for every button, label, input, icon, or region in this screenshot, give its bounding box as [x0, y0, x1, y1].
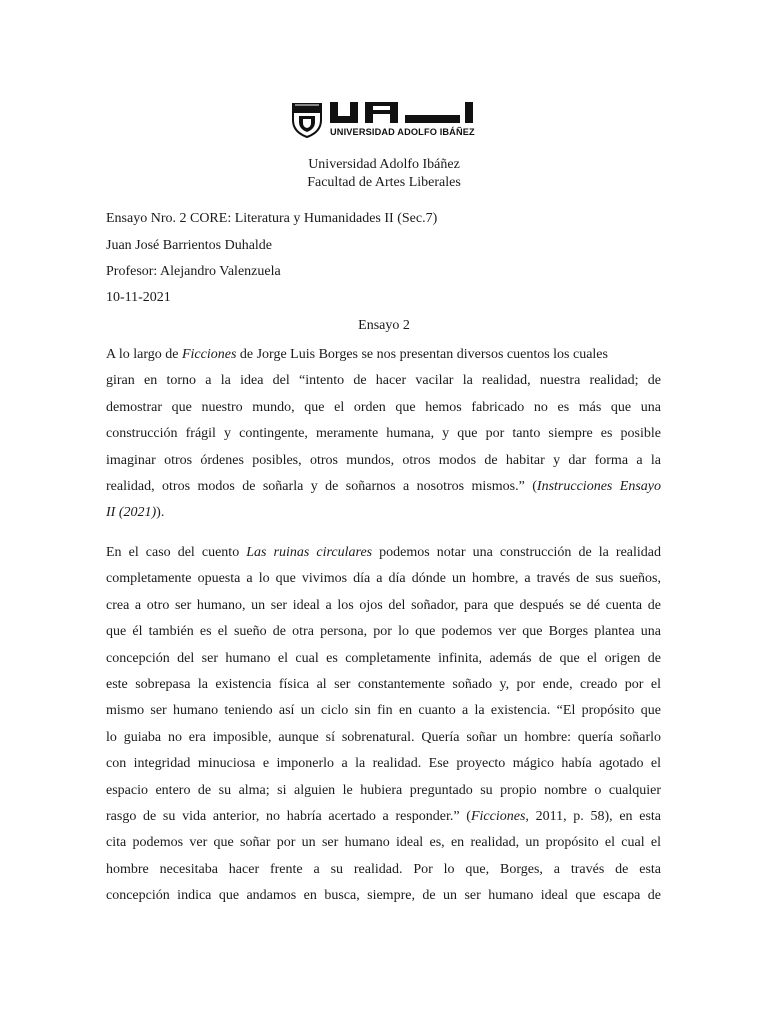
- paragraph-1: [106, 342, 661, 527]
- professor-line: Profesor: Alejandro Valenzuela: [106, 264, 281, 279]
- date-line: 10-11-2021: [106, 290, 171, 305]
- text-line: lo guiaba no era imposible, aunque sí sobrenatural. Quería soñar un hombre: quería soñarlo: [106, 729, 661, 745]
- text-line: construcción frágil y contingente, meramente humana, y que por tanto siempre es posible: [106, 426, 661, 442]
- text-line: que él también es el sueño de otra persona, por lo que podemos ver que Borges plantea una: [106, 624, 661, 640]
- faculty-name: Facultad de Artes Liberales: [307, 175, 461, 190]
- text-line: II (2021)).: [106, 505, 165, 521]
- text-line: giran en torno a la idea del “intento de hacer vacilar la realidad, nuestra realidad; de: [106, 373, 661, 389]
- text-line: cita podemos ver que soñar por un ser humano ideal es, en realidad, un propósito el cual el: [106, 835, 661, 851]
- text-line: concepción del ser humano el cual es completamente infinita, además de que el origen de: [106, 650, 661, 666]
- course-line: Ensayo Nro. 2 CORE: Literatura y Humanidades II (Sec.7): [106, 211, 438, 226]
- paragraph-2: [106, 540, 661, 909]
- text-line: este sobrepasa la existencia física al ser constantemente soñado y, por ende, creado por el: [106, 676, 661, 692]
- essay-title: Ensayo 2: [358, 318, 410, 333]
- university-logo: [290, 100, 478, 140]
- text-line: A lo largo de Ficciones de Jorge Luis Borges se nos presentan diversos cuentos los cuales: [106, 347, 608, 362]
- logo-caption: UNIVERSIDAD ADOLFO IBÁÑEZ: [330, 127, 475, 137]
- text-line: imaginar otros órdenes posibles, otros mundos, otros modos de habitar y dar forma a la: [106, 452, 661, 468]
- author-line: Juan José Barrientos Duhalde: [106, 238, 273, 253]
- text-line: concepción indica que andamos en busca, siempre, de un ser humano ideal que escapa de: [106, 888, 661, 904]
- text-line: completamente opuesta a lo que vivimos día a día dónde un hombre, a través de sus sueños,: [106, 571, 661, 587]
- text-line: con integridad minuciosa e imponerlo a la realidad. Ese proyecto mágico había agotado el: [106, 756, 661, 772]
- text-line: crea a otro ser humano, un ser ideal a los ojos del soñador, para que después se dé cuenta de: [106, 597, 661, 613]
- text-line: realidad, otros modos de soñarla y de soñarnos a nosotros mismos.” (Instrucciones Ensayo: [106, 478, 661, 494]
- text-line: rasgo de su vida anterior, no habría acertado a responder.” (Ficciones, 2011, p. 58), en esta: [106, 808, 662, 824]
- text-line: mismo ser humano teniendo así un ciclo sin fin en cuanto a la existencia. “El propósito que: [106, 703, 661, 719]
- text-line: hombre necesitaba hacer frente a su realidad. Por lo que, Borges, a través de esta: [106, 861, 661, 877]
- text-line: espacio entero de su alma; si alguien le hubiera preguntado su propio nombre o cualquier: [106, 782, 661, 798]
- text-line: En el caso del cuento Las ruinas circulares podemos notar una construcción de la realidad: [106, 545, 662, 560]
- university-name: Universidad Adolfo Ibáñez: [308, 157, 460, 172]
- text-line: demostrar que nuestro mundo, que el orden que hemos fabricado no es más que una: [106, 399, 661, 415]
